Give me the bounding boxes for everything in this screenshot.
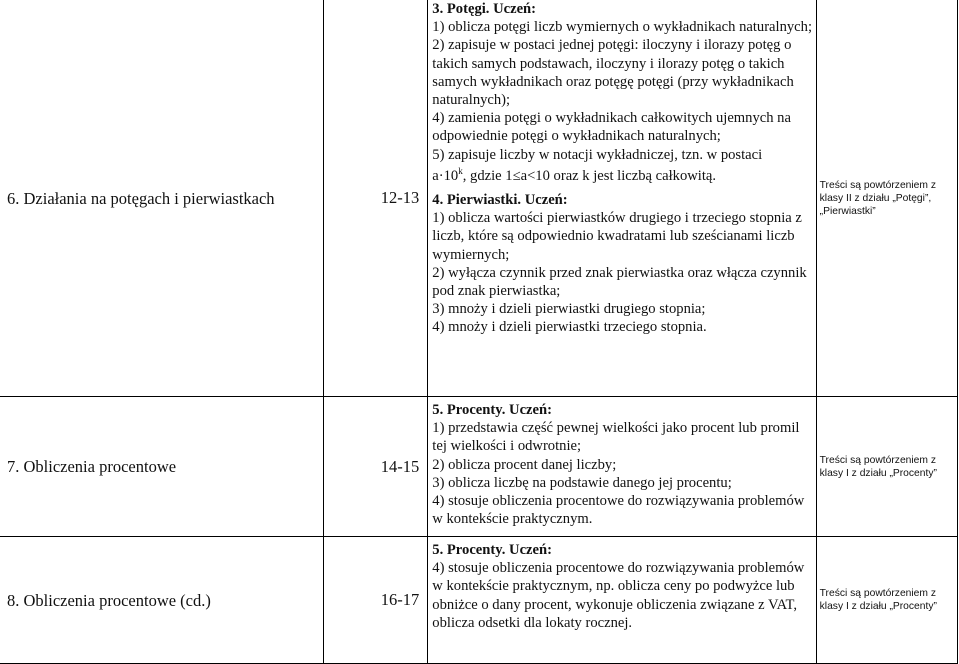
- topic-cell: 7. Obliczenia procentowe: [0, 397, 323, 537]
- requirement-item: 1) oblicza potęgi liczb wymiernych o wykładnikach naturalnych;: [432, 19, 813, 36]
- requirement-item: 3) oblicza liczbę na podstawie danego jej procentu;: [432, 474, 732, 491]
- section-heading: 5. Procenty. Uczeń:: [432, 542, 552, 558]
- hours-cell: 12-13: [323, 0, 427, 397]
- formula-exponent: k: [458, 165, 463, 176]
- requirement-item: 1) przedstawia część pewnej wielkości jako procent lub promil tej wielkości i odwrotnie;: [432, 420, 800, 455]
- topic-cell: 8. Obliczenia procentowe (cd.): [0, 537, 323, 664]
- requirement-item: 4) mnoży i dzieli pierwiastki trzeciego stopnia.: [432, 319, 707, 336]
- requirements-cell: [428, 537, 816, 664]
- topic-cell: 6. Działania na potęgach i pierwiastkach: [0, 0, 323, 397]
- note-cell: Treści są powtórzeniem z klasy II z działu „Potęgi”, „Pierwiastki”: [816, 0, 957, 397]
- note-cell: Treści są powtórzeniem z klasy I z działu „Procenty”: [816, 397, 957, 537]
- section-heading: 4. Pierwiastki. Uczeń:: [432, 192, 568, 209]
- table-row: [0, 537, 958, 664]
- requirement-item: 1) oblicza wartości pierwiastków drugiego i trzeciego stopnia z liczb, które są odpowiednio kwadratami lub sześcianami liczb wymiernych;: [432, 210, 802, 263]
- requirement-item: 3) mnoży i dzieli pierwiastki drugiego stopnia;: [432, 301, 706, 318]
- formula-base: a·10: [432, 167, 459, 184]
- requirement-item: 4) stosuje obliczenia procentowe do rozwiązywania problemów w kontekście praktycznym.: [432, 493, 805, 528]
- section-heading: 3. Potęgi. Uczeń:: [432, 1, 537, 17]
- hours-cell: 16-17: [323, 537, 427, 664]
- section-heading: 5. Procenty. Uczeń:: [432, 402, 552, 418]
- formula-rest: , gdzie 1≤a<10 oraz k jest liczbą całkowitą.: [462, 167, 717, 184]
- requirement-item: 5) zapisuje liczby w notacji wykładniczej, tzn. w postaci: [432, 146, 763, 163]
- requirement-item: 4) zamienia potęgi o wykładnikach całkowitych ujemnych na odpowiednie potęgi o wykładnikach naturalnych;: [432, 110, 791, 145]
- requirement-item: 2) zapisuje w postaci jednej potęgi: iloczyny i ilorazy potęg o takich samych podstawach, iloczyny i ilorazy potęg o takich samych wykładnikach oraz potęgę potęgi (przy wykładnikach naturalnych);: [432, 37, 794, 109]
- requirements-cell: [428, 0, 816, 397]
- requirement-item: 2) wyłącza czynnik przed znak pierwiastka oraz włącza czynnik pod znak pierwiastka;: [432, 264, 807, 300]
- scientific-notation-formula: [432, 167, 813, 185]
- requirements-cell: [428, 397, 816, 537]
- table-row: [0, 397, 958, 537]
- note-cell: Treści są powtórzeniem z klasy I z działu „Procenty”: [816, 537, 957, 664]
- requirement-item: 4) stosuje obliczenia procentowe do rozwiązywania problemów w kontekście praktycznym, np. oblicza ceny po podwyżce lub obniżce o dany procent, wykonuje obliczenia związane z VAT, oblicza odsetki dla lokaty rocznej.: [432, 560, 805, 631]
- requirement-item: 2) oblicza procent danej liczby;: [432, 456, 617, 473]
- hours-cell: 14-15: [323, 397, 427, 537]
